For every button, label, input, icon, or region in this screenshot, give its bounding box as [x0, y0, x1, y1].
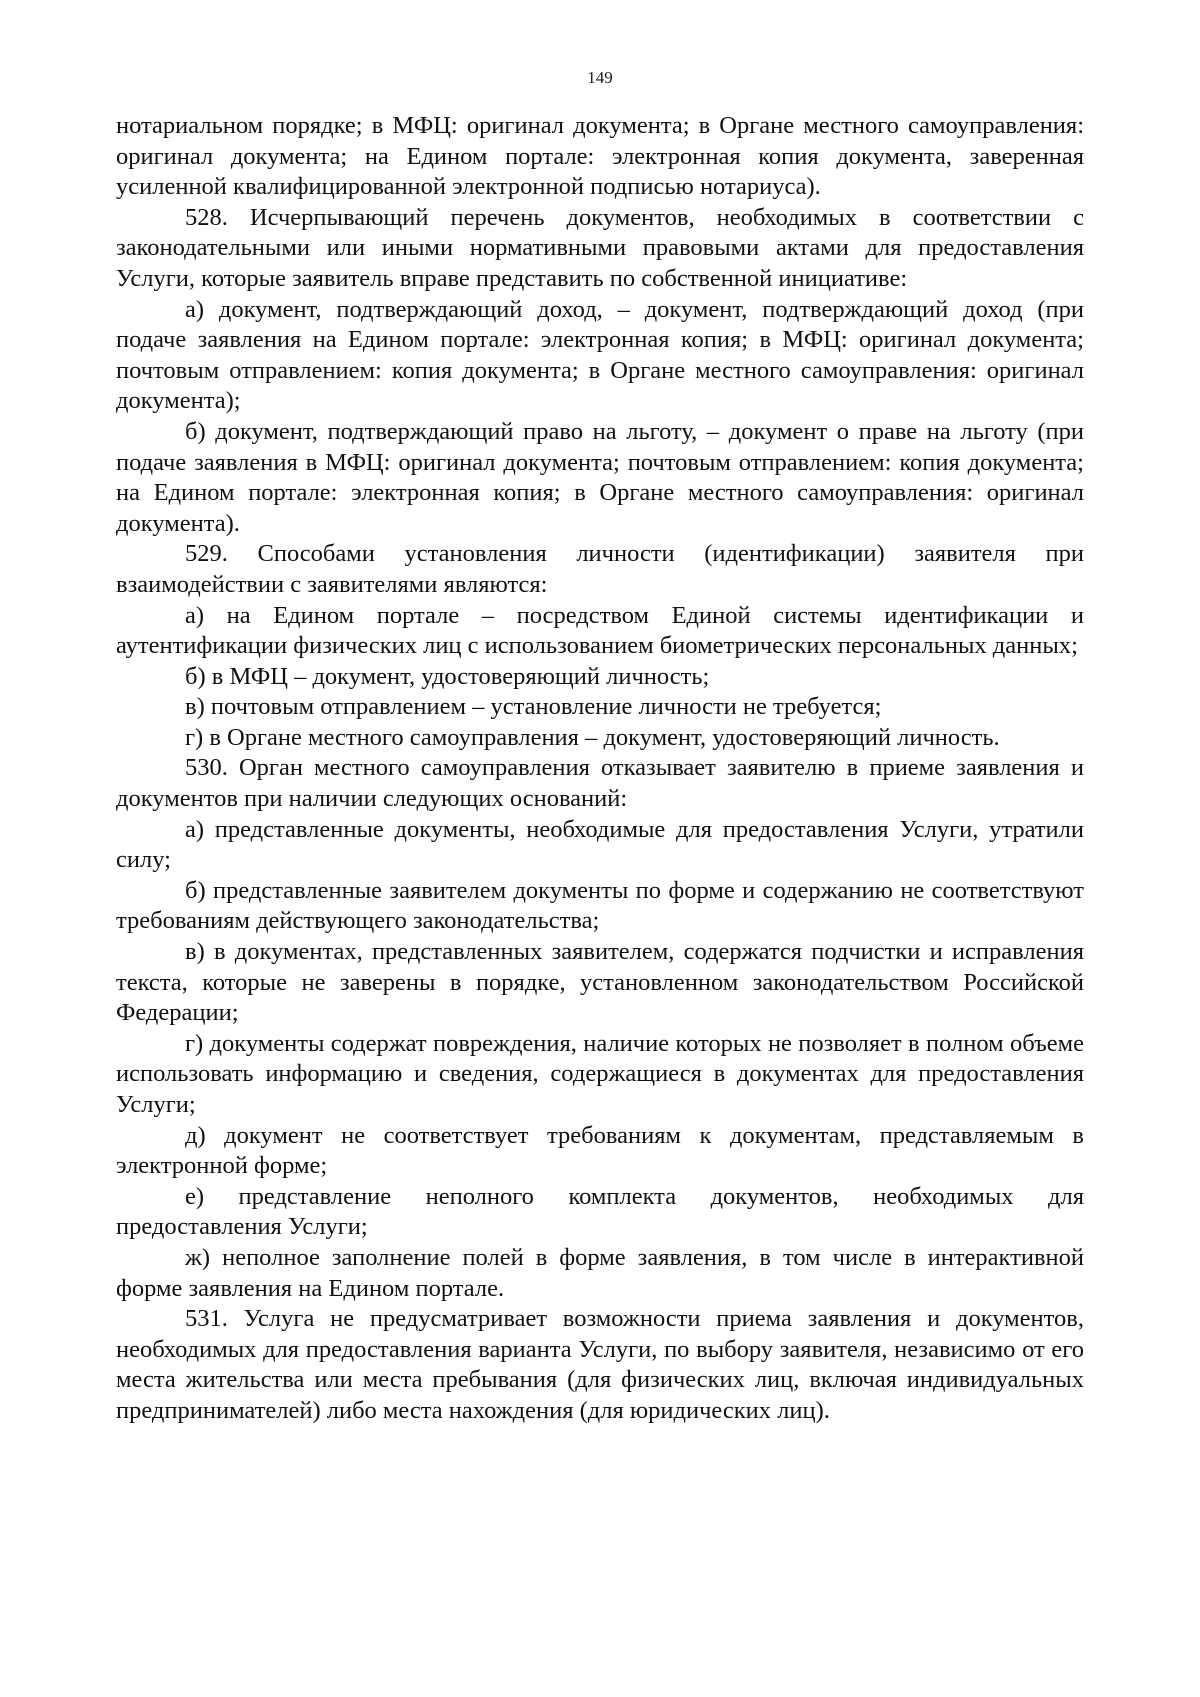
document-body — [116, 111, 1084, 1427]
paragraph-530: 530. Орган местного самоуправления отказывает заявителю в приеме заявления и документов при наличии следующих оснований: — [116, 754, 1084, 813]
page-number: 149 — [587, 68, 613, 87]
paragraph-530-v: в) в документах, представленных заявителем, содержатся подчистки и исправления текста, которые не заверены в порядке, установленном законодательством Российской Федерации; — [116, 938, 1084, 1027]
paragraph-529-b: б) в МФЦ – документ, удостоверяющий личность; — [185, 662, 710, 690]
paragraph-529-v: в) почтовым отправлением – установление личности не требуется; — [185, 693, 882, 721]
paragraph-528-b: б) документ, подтверждающий право на льготу, – документ о праве на льготу (при подаче заявления в МФЦ: оригинал документа; почтовым отправлением: копия документа; на Едином портале: электронная копия; в Органе местного самоуправления: оригинал документа). — [116, 417, 1084, 537]
paragraph-530-e: е) представление неполного комплекта документов, необходимых для предоставления Услуги; — [116, 1182, 1084, 1241]
paragraph-529: 529. Способами установления личности (идентификации) заявителя при взаимодействии с заявителями являются: — [116, 540, 1084, 598]
paragraph-529-a: а) на Едином портале – посредством Единой системы идентификации и аутентификации физических лиц с использованием биометрических персональных данных; — [116, 601, 1084, 660]
paragraph-529-g: г) в Органе местного самоуправления – документ, удостоверяющий личность. — [185, 723, 1000, 751]
paragraph-528: 528. Исчерпывающий перечень документов, необходимых в соответствии с законодательными или иными нормативными правовыми актами для предоставления Услуги, которые заявитель вправе представить по собственной инициативе: — [116, 203, 1084, 292]
paragraph-528-a: а) документ, подтверждающий доход, – документ, подтверждающий доход (при подаче заявления на Едином портале: электронная копия; в МФЦ: оригинал документа; почтовым отправлением: копия документа; в Органе местного самоуправления: оригинал документа); — [116, 295, 1084, 415]
paragraph-530-a: а) представленные документы, необходимые для предоставления Услуги, утратили силу; — [116, 815, 1084, 874]
paragraph-continuation: нотариальном порядке; в МФЦ: оригинал документа; в Органе местного самоуправления: оригинал документа; на Едином портале: электронная копия документа, заверенная усиленной квалифицированной электронной подписью нотариуса). — [116, 112, 1084, 201]
paragraph-530-d: д) документ не соответствует требованиям к документам, представляемым в электронной форме; — [116, 1121, 1084, 1180]
paragraph-531: 531. Услуга не предусматривает возможности приема заявления и документов, необходимых для предоставления варианта Услуги, по выбору заявителя, независимо от его места жительства или места пребывания (для физических лиц, включая индивидуальных предпринимателей) либо места нахождения (для юридических лиц). — [116, 1305, 1084, 1424]
paragraph-530-g: г) документы содержат повреждения, наличие которых не позволяет в полном объеме использовать информацию и сведения, содержащиеся в документах для предоставления Услуги; — [116, 1029, 1084, 1118]
paragraph-530-b: б) представленные заявителем документы по форме и содержанию не соответствуют требованиям действующего законодательства; — [116, 876, 1084, 935]
paragraph-530-zh: ж) неполное заполнение полей в форме заявления, в том числе в интерактивной форме заявления на Едином портале. — [116, 1243, 1084, 1302]
